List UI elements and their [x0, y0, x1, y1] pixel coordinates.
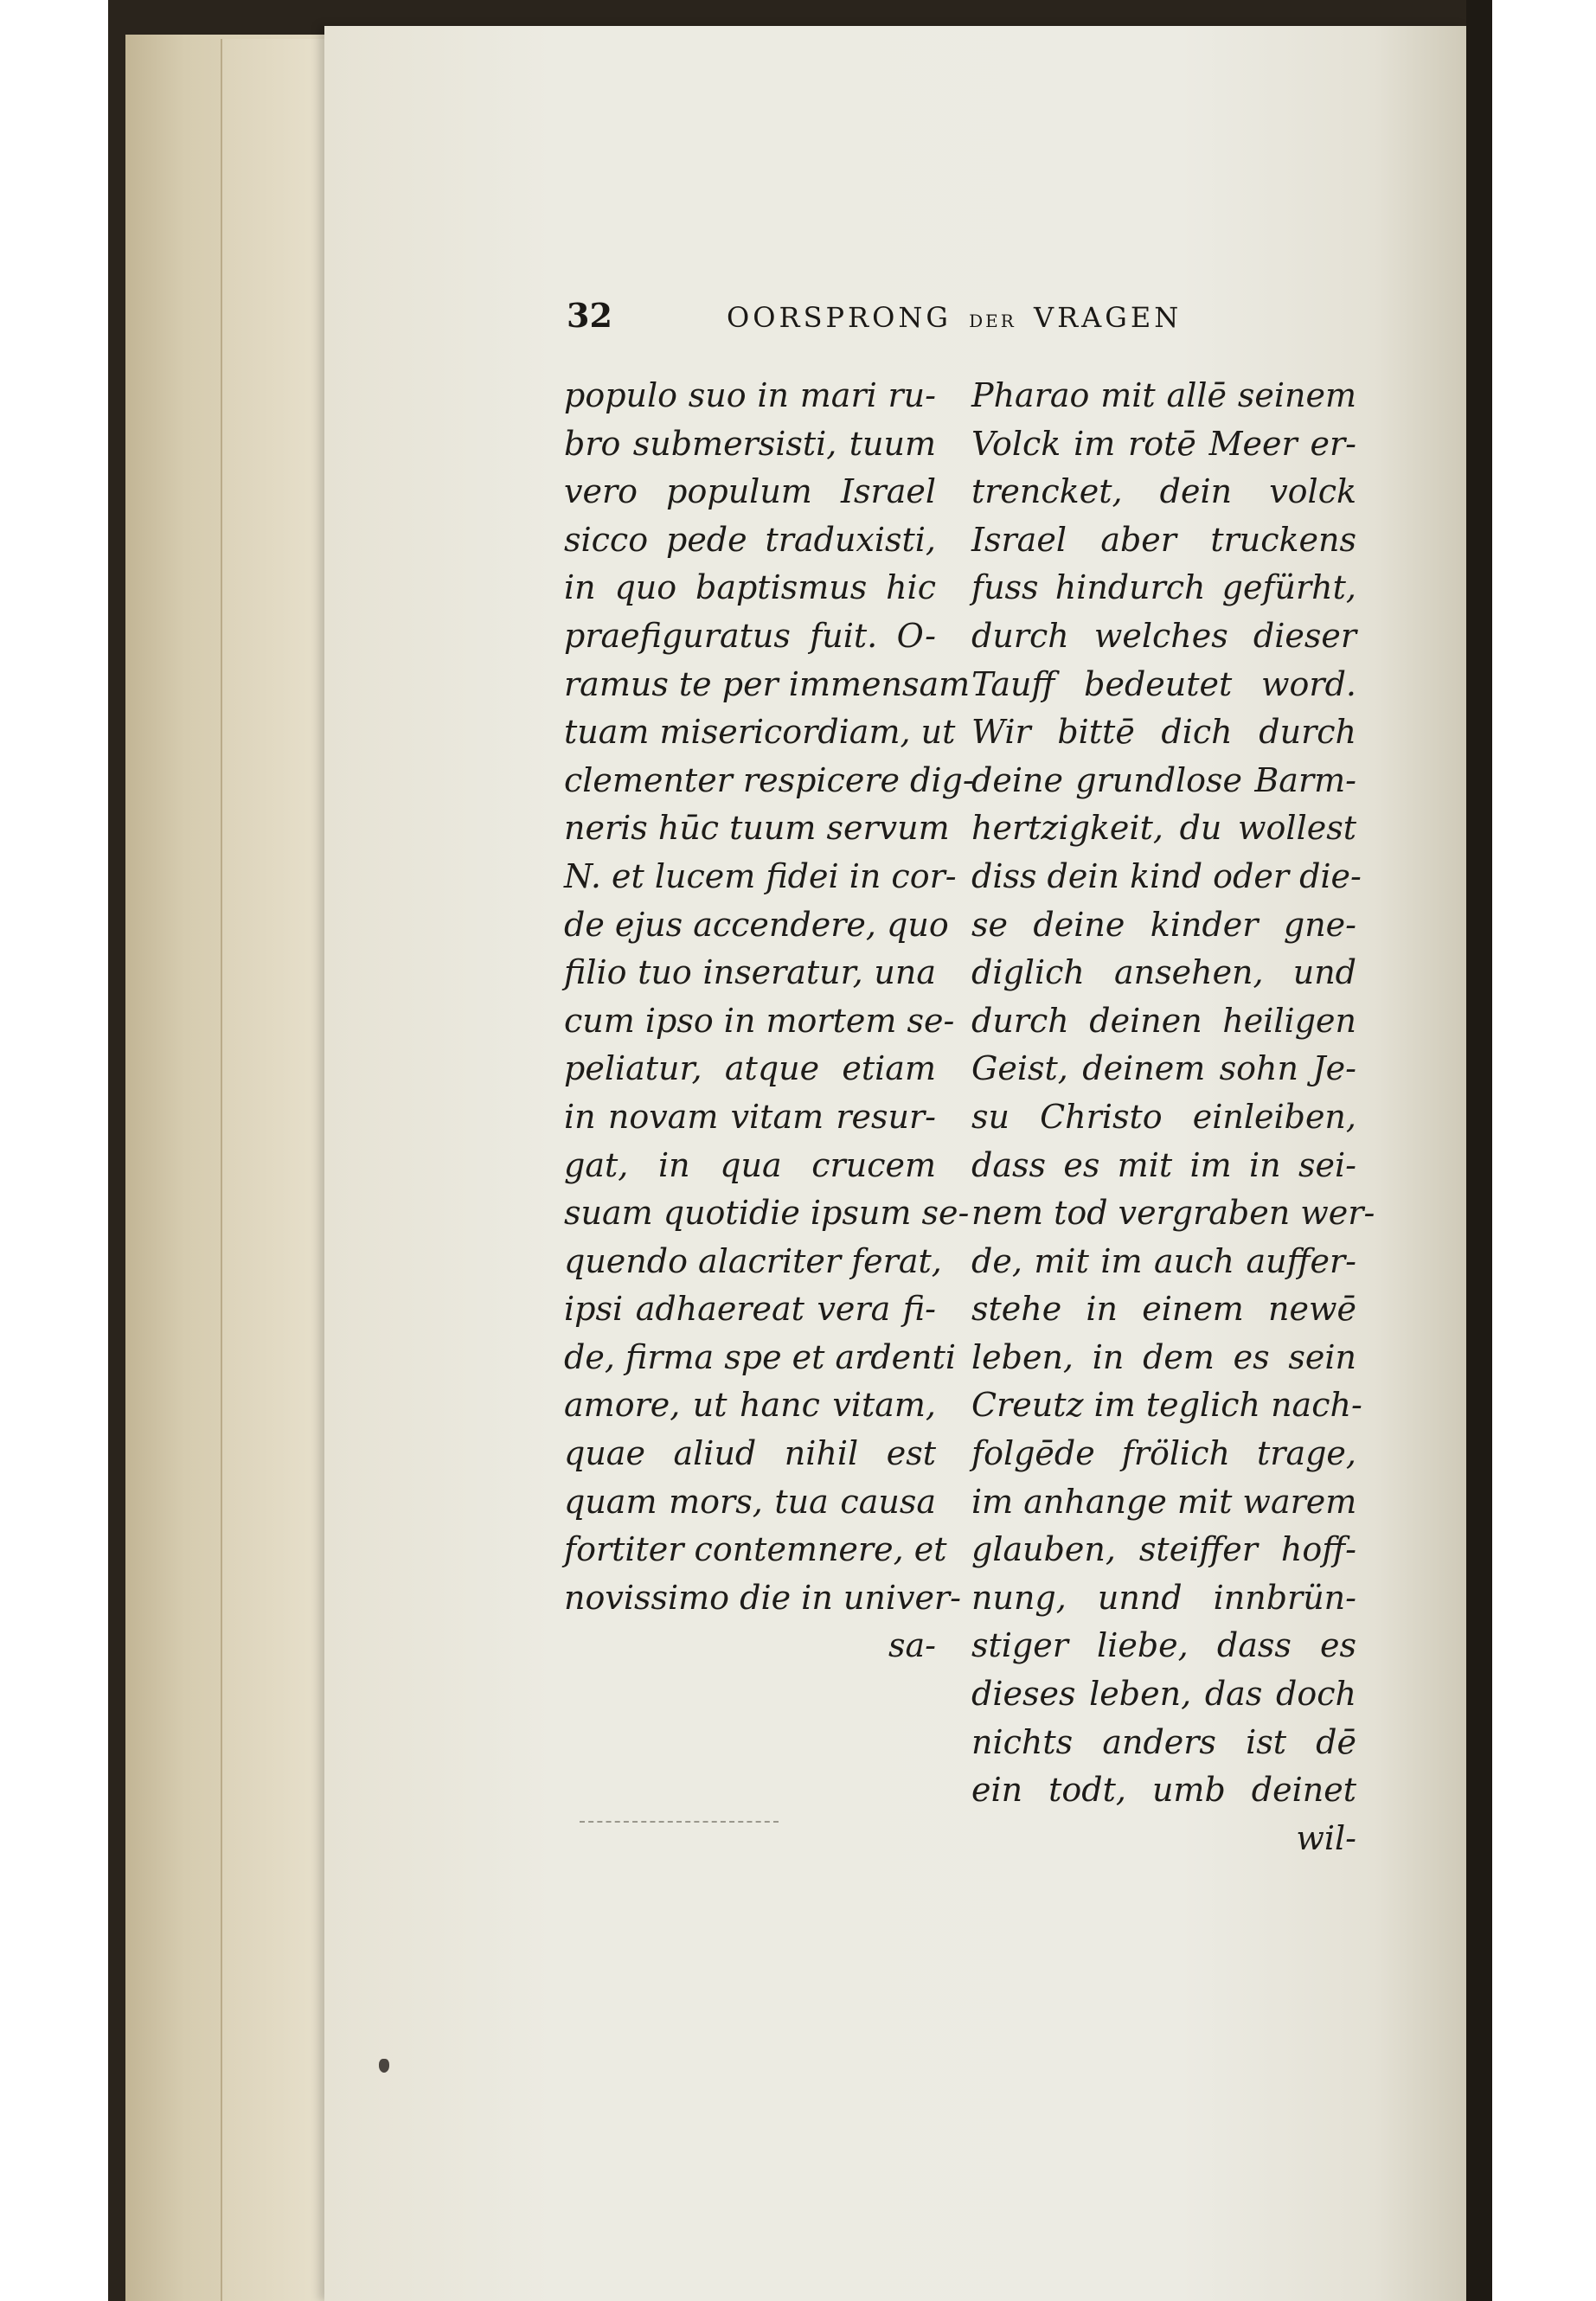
latin-line: clementer respicere dig-: [564, 760, 974, 799]
latin-line: quam mors, tua causa: [564, 1482, 936, 1521]
footnote-rule: [580, 1821, 779, 1823]
latin-line: ramus te per immensam: [564, 664, 971, 703]
latin-line: fortiter contemnere, et: [564, 1530, 947, 1569]
german-line: se deine kinder gne-: [971, 905, 1356, 944]
latin-line: filio tuo inseratur, una: [564, 953, 936, 992]
german-line: Israel aber truckens: [971, 520, 1356, 559]
page-number: 32: [567, 296, 612, 335]
latin-line: de ejus accendere, quo: [564, 905, 949, 944]
german-line: durch welches dieser: [971, 616, 1356, 655]
german-line: nung, unnd innbrün-: [971, 1578, 1356, 1617]
ink-spot: [379, 2059, 389, 2073]
german-line: deine grundlose Barm-: [971, 760, 1356, 799]
german-line: trencket, dein volck: [971, 472, 1356, 511]
latin-line: peliatur, atque etiam: [564, 1049, 936, 1088]
german-line: dass es mit im in sei-: [971, 1145, 1356, 1184]
german-line: ein todt, umb deinet: [971, 1771, 1356, 1810]
latin-line: sicco pede traduxisti,: [564, 520, 936, 559]
latin-line: neris hūc tuum servum: [564, 809, 950, 848]
latin-line: tuam misericordiam, ut: [564, 713, 956, 752]
latin-line: bro submersisti, tuum: [564, 424, 936, 463]
latin-line: amore, ut hanc vitam,: [564, 1386, 936, 1425]
latin-line: ipsi adhaereat vera fi-: [564, 1290, 936, 1329]
latin-column: [564, 372, 974, 1670]
latin-line: cum ipso in mortem se-: [564, 1001, 955, 1040]
german-line: stiger liebe, dass es: [971, 1626, 1356, 1665]
latin-line: vero populum Israel: [564, 472, 936, 511]
german-line: leben, in dem es sein: [971, 1337, 1356, 1376]
german-line: diss dein kind oder die-: [971, 856, 1362, 895]
latin-line: in novam vitam resur-: [564, 1097, 936, 1136]
german-line: stehe in einem newē: [971, 1290, 1356, 1329]
latin-line: quae aliud nihil est: [564, 1434, 936, 1473]
latin-line: N. et lucem fidei in cor-: [564, 856, 957, 895]
german-line: hertzigkeit, du wollest: [971, 809, 1356, 848]
german-line: Volck im rotē Meer er-: [971, 424, 1356, 463]
latin-line: sa-: [888, 1626, 936, 1665]
latin-line: gat, in qua crucem: [564, 1145, 936, 1184]
german-line: dieses leben, das doch: [971, 1675, 1356, 1714]
running-title-small: DER: [969, 311, 1016, 331]
running-title-part2: VRAGEN: [1033, 301, 1183, 334]
book-cover-edge: [1466, 0, 1492, 2301]
german-column: [971, 372, 1375, 1862]
german-line: wil-: [1296, 1818, 1356, 1857]
german-line: im anhange mit warem: [971, 1482, 1357, 1521]
stacked-page-edges-inner: [221, 39, 326, 2301]
german-line: durch deinen heiligen: [971, 1001, 1356, 1040]
german-line: Tauff bedeutet word.: [971, 664, 1356, 703]
german-line: su Christo einleiben,: [971, 1097, 1356, 1136]
running-header: [567, 292, 1362, 344]
latin-line: novissimo die in univer-: [564, 1578, 961, 1617]
running-title: [727, 301, 1182, 334]
german-line: glauben, steiffer hoff-: [971, 1530, 1356, 1569]
running-title-part1: OORSPRONG: [727, 301, 952, 334]
latin-line: in quo baptismus hic: [564, 568, 936, 607]
german-line: Pharao mit allē seinem: [971, 376, 1356, 414]
german-line: diglich ansehen, und: [971, 953, 1356, 992]
latin-line: populo suo in mari ru-: [564, 376, 936, 414]
german-line: nichts anders ist dē: [971, 1722, 1356, 1761]
latin-line: de, firma spe et ardenti: [564, 1337, 957, 1376]
german-line: Wir bittē dich durch: [971, 713, 1356, 752]
german-line: nem tod vergraben wer-: [971, 1194, 1375, 1233]
latin-line: suam quotidie ipsum se-: [564, 1194, 970, 1233]
german-line: folgēde frölich trage,: [971, 1434, 1356, 1473]
german-line: fuss hindurch gefürht,: [971, 568, 1356, 607]
german-line: Geist, deinem sohn Je-: [971, 1049, 1356, 1088]
german-line: de, mit im auch auffer-: [971, 1241, 1356, 1280]
latin-line: quendo alacriter ferat,: [564, 1241, 942, 1280]
german-line: Creutz im teglich nach-: [971, 1386, 1362, 1425]
latin-line: praefiguratus fuit. O-: [564, 616, 936, 655]
